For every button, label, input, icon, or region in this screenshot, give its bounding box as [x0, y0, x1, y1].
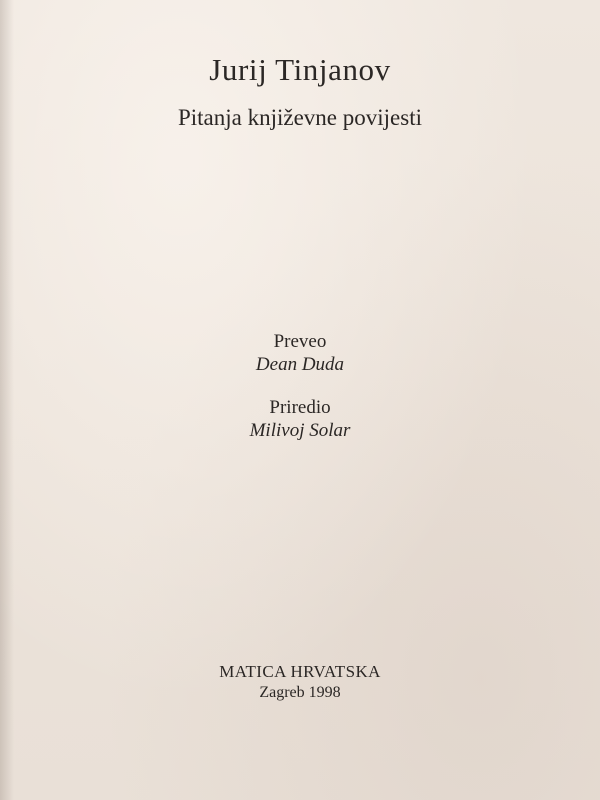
translator-name: Dean Duda: [255, 354, 345, 375]
book-title: Pitanja književne povijesti: [177, 105, 422, 130]
author-name: Jurij Tinjanov: [209, 52, 391, 87]
translator-label: Preveo: [273, 331, 327, 352]
publication-place-year: Zagreb 1998: [259, 684, 341, 701]
publisher-name: MATICA HRVATSKA: [219, 662, 381, 681]
editor-credit: [0, 396, 600, 442]
translator-credit: [0, 330, 600, 376]
editor-label: Priredio: [269, 397, 331, 418]
editor-name: Milivoj Solar: [249, 420, 351, 441]
